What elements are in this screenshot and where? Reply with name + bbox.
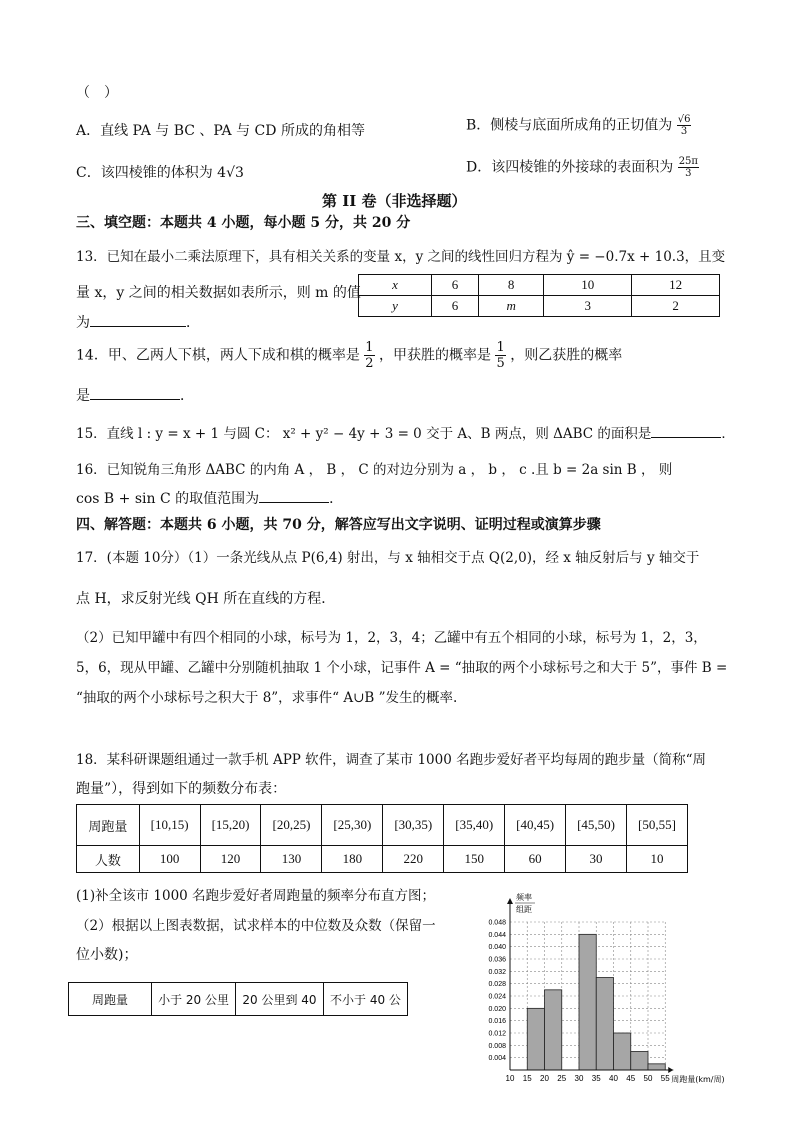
- q14-text-c: ，则乙获胜的概率: [510, 347, 623, 364]
- q17-part2-line2: 5，6，现从甲罐、乙罐中分别随机抽取 1 个小球，记事件 A = “抽取的两个小球标号之和大于 5”，事件 B =: [76, 660, 728, 676]
- q17-part2-line3: “抽取的两个小球标号之积大于 8”，求事件“ A∪B ”发生的概率.: [76, 690, 458, 706]
- q15-end: ．: [721, 426, 735, 442]
- q18-frequency-table: [76, 804, 688, 873]
- table-header-cell: [15,20): [200, 805, 261, 846]
- q18-sub1: (1)补全该市 1000 名跑步爱好者周跑量的频率分布直方图；: [76, 888, 436, 904]
- option-d-fraction: $\frac{25\pi}{3}$: [678, 156, 698, 179]
- q18-line1: 18．某科研课题组通过一款手机 APP 软件，调查了某市 1000 名跑步爱好者平均每周的跑步量（简称“周: [76, 752, 707, 768]
- y-tick-label: 0.008: [488, 1042, 506, 1050]
- q13-line1: 13．已知在最小二乘法原理下，具有相关关系的变量 x，y 之间的线性回归方程为 ŷ = −0.7x + 10.3，且变: [76, 249, 726, 265]
- x-tick-label: 15: [522, 1074, 532, 1083]
- table-cell: 120: [200, 846, 261, 873]
- q13-answer-blank[interactable]: [90, 312, 186, 327]
- question-paren: （ ）: [76, 85, 118, 101]
- q13-line3-end: ．: [186, 315, 200, 331]
- y-tick-label: 0.040: [488, 944, 506, 952]
- q14-text-b: ，甲获胜的概率是: [379, 347, 492, 364]
- option-b: [466, 114, 691, 137]
- option-b-fraction: $\frac{√6}{3}$: [677, 114, 691, 137]
- q18-summary-table: [68, 982, 408, 1016]
- y-tick-label: 0.020: [488, 1005, 506, 1013]
- table-cell: 60: [505, 846, 566, 873]
- table-cell: x: [359, 275, 432, 296]
- table-header-cell: [30,35): [383, 805, 444, 846]
- table-cell: 周跑量: [69, 983, 152, 1016]
- table-cell: 6: [432, 296, 479, 317]
- y-tick-label: 0.028: [488, 981, 506, 989]
- q16-line2: [76, 488, 343, 508]
- table-cell: 130: [261, 846, 322, 873]
- fill-in-header: 三、填空题：本题共 4 小题，每小题 5 分，共 20 分: [76, 215, 411, 231]
- table-row: [77, 846, 688, 873]
- table-cell: 2: [632, 296, 720, 317]
- q18-sub2-line1: （2）根据以上图表数据，试求样本的中位数及众数（保留一: [76, 918, 436, 934]
- solve-header: 四、解答题：本题共 6 小题，共 70 分，解答应写出文字说明、证明过程或演算步骤: [76, 517, 601, 533]
- option-a: A．直线 PA 与 BC 、PA 与 CD 所成的角相等: [76, 123, 365, 139]
- q16-answer-blank[interactable]: [259, 488, 329, 503]
- table-header-cell: [35,40): [444, 805, 505, 846]
- table-header-cell: 周跑量: [77, 805, 140, 846]
- histogram-chart: [440, 888, 740, 1094]
- q16-line1: 16．已知锐角三角形 ΔABC 的内角 A ， B ， C 的对边分别为 a ， b ， c .且 b = 2a sin B ， 则: [76, 462, 673, 478]
- table-cell: 10: [627, 846, 688, 873]
- histogram-bar: [545, 990, 562, 1070]
- table-row: [359, 275, 720, 296]
- y-axis-label-top: 频率: [516, 893, 532, 902]
- q14-line2: [76, 385, 194, 405]
- table-cell: m: [479, 296, 544, 317]
- option-c: C．该四棱锥的体积为 4√3: [76, 165, 244, 181]
- q17-part2-line1: （2）已知甲罐中有四个相同的小球，标号为 1，2，3，4；乙罐中有五个相同的小球，标号为 1，2，3，: [76, 630, 707, 646]
- table-cell: 3: [544, 296, 632, 317]
- table-header-cell: [45,50): [566, 805, 627, 846]
- table-header-cell: [25,30): [322, 805, 383, 846]
- table-cell: 人数: [77, 846, 140, 873]
- x-axis-label: 周跑量(km/周): [671, 1075, 725, 1084]
- table-cell: 12: [632, 275, 720, 296]
- table-cell: 8: [479, 275, 544, 296]
- histogram-bar: [631, 1052, 648, 1071]
- q15-text: 15．直线 l : y = x + 1 与圆 C： x² + y² − 4y + 3 = 0 交于 A、B 两点，则 ΔABC 的面积是: [76, 426, 652, 442]
- q13-data-table: [358, 274, 720, 317]
- y-axis-arrow: [507, 898, 513, 904]
- table-cell: 小于 20 公里: [152, 983, 236, 1016]
- x-tick-label: 30: [574, 1074, 584, 1083]
- table-row: [359, 296, 720, 317]
- table-cell: y: [359, 296, 432, 317]
- table-header-cell: [20,25): [261, 805, 322, 846]
- q15-answer-blank[interactable]: [651, 423, 721, 438]
- x-tick-label: 40: [609, 1074, 618, 1083]
- q13-line3-prefix: 为: [76, 315, 90, 331]
- q17-line2: 点 H，求反射光线 QH 所在直线的方程．: [76, 591, 336, 607]
- table-header-cell: [50,55]: [627, 805, 688, 846]
- x-axis-arrow: [668, 1067, 673, 1073]
- y-tick-label: 0.012: [488, 1030, 506, 1038]
- q15-line: [76, 422, 735, 442]
- table-cell: 100: [139, 846, 200, 873]
- table-cell: 30: [566, 846, 627, 873]
- y-axis-label-bottom: 组距: [516, 905, 532, 914]
- histogram-bar: [527, 1008, 544, 1070]
- x-tick-label: 45: [626, 1074, 636, 1083]
- table-cell: 220: [383, 846, 444, 873]
- table-row: [77, 805, 688, 846]
- table-cell: 180: [322, 846, 383, 873]
- option-d: [466, 156, 699, 179]
- y-tick-label: 0.016: [488, 1018, 506, 1026]
- q16-line2-end: ．: [329, 491, 344, 507]
- x-tick-label: 25: [557, 1074, 567, 1083]
- q16-line2-prefix: cos B + sin C 的取值范围为: [76, 491, 260, 507]
- q18-sub2-line2: 位小数)；: [76, 947, 138, 963]
- q14-line2-prefix: 是: [76, 388, 90, 404]
- q13-line2: 量 x，y 之间的相关数据如表所示，则 m 的值: [76, 285, 361, 301]
- table-header-cell: [10,15): [139, 805, 200, 846]
- histogram-bar: [596, 978, 613, 1071]
- y-tick-label: 0.024: [488, 993, 506, 1001]
- option-d-text: D．该四棱锥的外接球的表面积为: [466, 159, 674, 176]
- section-title: 第 II 卷（非选择题）: [322, 192, 467, 210]
- table-cell: 20 公里到 40: [236, 983, 324, 1016]
- table-cell: 不小于 40 公: [323, 983, 407, 1016]
- y-tick-label: 0.032: [488, 968, 506, 976]
- option-b-text: B．侧棱与底面所成角的正切值为: [466, 117, 673, 134]
- table-row: [69, 983, 408, 1016]
- q14-fraction-2: $\frac{1}{5}$: [496, 340, 505, 371]
- x-tick-label: 10: [505, 1074, 515, 1083]
- y-tick-label: 0.004: [488, 1055, 506, 1063]
- histogram-bar: [648, 1064, 665, 1070]
- q14-line2-end: ．: [180, 388, 194, 404]
- y-tick-label: 0.044: [488, 931, 506, 939]
- q18-line2: 跑量”），得到如下的频数分布表：: [76, 781, 287, 797]
- table-header-cell: [40,45): [505, 805, 566, 846]
- table-cell: 6: [432, 275, 479, 296]
- y-tick-label: 0.036: [488, 956, 506, 964]
- x-tick-label: 55: [660, 1074, 670, 1083]
- x-tick-label: 50: [643, 1074, 653, 1083]
- q17-line1: 17．(本题 10分）（1）一条光线从点 P(6,4) 射出，与 x 轴相交于点 Q(2,0)，经 x 轴反射后与 y 轴交于: [76, 550, 700, 566]
- table-cell: 10: [544, 275, 632, 296]
- x-tick-label: 35: [591, 1074, 601, 1083]
- q14-answer-blank[interactable]: [90, 385, 180, 400]
- y-tick-label: 0.048: [488, 919, 506, 927]
- q13-line3: [76, 312, 200, 332]
- histogram-bar: [579, 934, 596, 1070]
- q14-text-a: 14．甲、乙两人下棋，两人下成和棋的概率是: [76, 347, 360, 364]
- table-cell: 150: [444, 846, 505, 873]
- q14-fraction-1: $\frac{1}{2}$: [365, 340, 374, 371]
- x-tick-label: 20: [540, 1074, 549, 1083]
- histogram-bar: [614, 1033, 631, 1070]
- q14-line1: [76, 340, 622, 371]
